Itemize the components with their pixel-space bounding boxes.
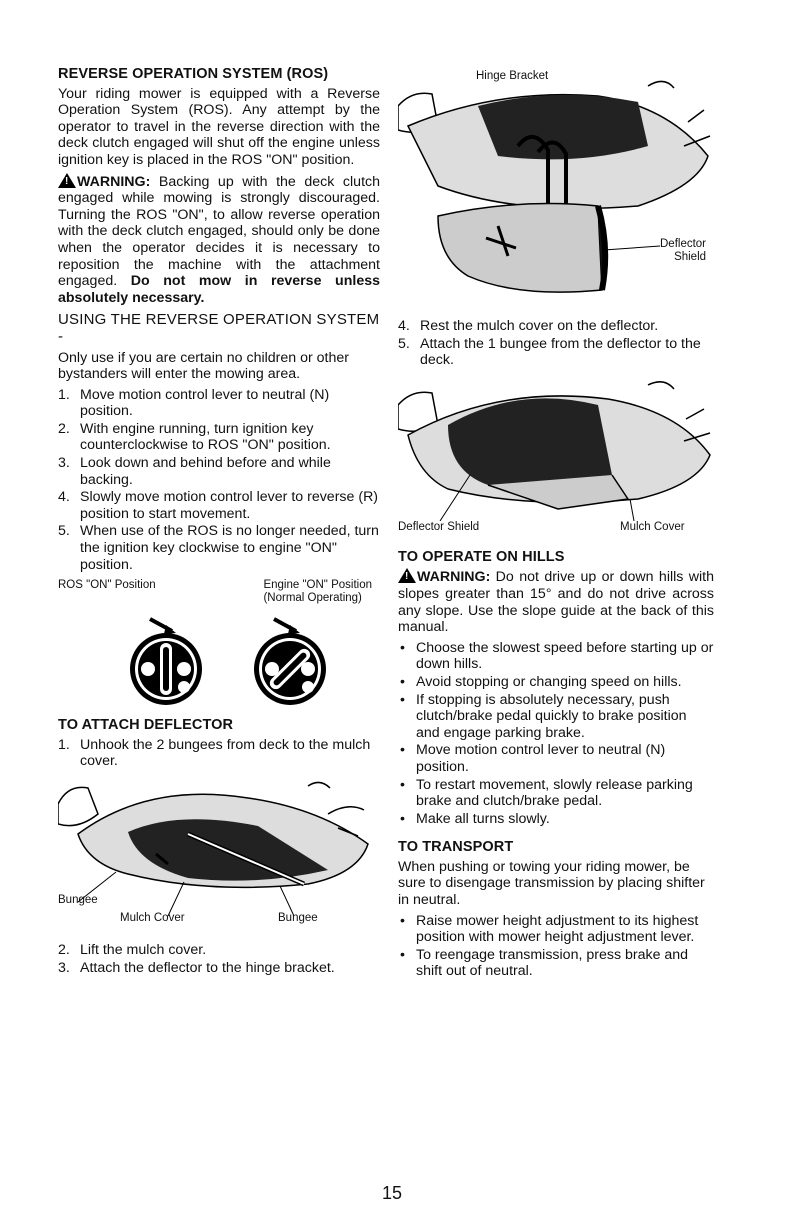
using-ros-intro: Only use if you are certain no children or other bystanders will enter the mowing area. [58,349,349,383]
list-item: • If stopping is absolutely necessary, push clutch/brake pedal quickly to brake position and engage parking brake. [400,691,687,741]
mulch-cover-label-2: Mulch Cover [620,520,685,533]
deflector-shield-label: Deflector Shield [660,238,707,263]
left-column [58,66,380,980]
right-column [398,66,714,981]
ros-steps [58,387,380,574]
ros-on-label: ROS "ON" Position [58,579,156,592]
list-item: 4. Rest the mulch cover on the deflector. [398,318,659,334]
bungee-left-label: Bungee [58,894,98,906]
list-item: 2. With engine running, turn ignition key counterclockwise to ROS "ON" position. [58,420,331,454]
page-number: 15 [382,1183,403,1203]
engine-on-key-icon [244,609,336,709]
hills-warning: !WARNING: Do not drive up or down hills with slopes greater than 15° and do not drive across any slope. Use the slope guide at the back of this manual. [398,568,714,635]
list-item: 3. Look down and behind before and while backing. [58,455,331,488]
warning-triangle-icon [58,173,76,188]
ignition-knobs [76,609,380,709]
list-item: 2. Lift the mulch cover. [58,942,207,958]
transport-intro: When pushing or towing your riding mower, be sure to disengage transmission by placing shifter in neutral. [398,858,705,909]
list-item: 5. When use of the ROS is no longer needed, turn the ignition key clockwise to engine "ON" position. [58,523,379,573]
deflector-mulch-illustration [398,375,714,521]
bungee-right-label: Bungee [278,912,318,924]
engine-on-label: Engine "ON" Position (Normal Operating) [263,579,372,605]
list-item: • To reengage transmission, press brake and shift out of neutral. [400,946,689,980]
transport-heading: TO TRANSPORT [398,839,514,856]
mulch-cover-label: Mulch Cover [120,912,185,924]
warning-triangle-icon [398,568,416,583]
list-item: • Choose the slowest speed before starting up or down hills. [400,639,714,673]
deflector-shield-label-2: Deflector Shield [398,520,480,533]
ignition-labels [58,579,380,605]
list-item: 5. Attach the 1 bungee from the deflector to the deck. [398,335,701,369]
list-item: • Move motion control lever to neutral (N) position. [400,742,666,775]
hinge-bracket-label: Hinge Bracket [476,70,549,82]
transport-bullets [398,913,714,980]
hinge-figure [398,66,714,316]
list-item: 1. Unhook the 2 bungees from deck to the mulch cover. [58,736,371,770]
list-item: 3. Attach the deflector to the hinge bracket. [58,959,335,976]
warning-label: WARNING: [77,173,151,190]
hills-bullets [398,640,714,828]
ros-warning [58,173,380,307]
hills-heading: TO OPERATE ON HILLS [398,548,565,565]
ros-intro: Your riding mower is equipped with a Reverse Operation System (ROS). Any attempt by the operator to travel in the reverse direction with the deck clutch engaged will shut off the engine unless ignition key is placed in the ROS "ON" position. [58,85,380,168]
attach-heading: TO ATTACH DEFLECTOR [58,717,234,734]
warning-text: Backing up with the deck clutch engaged while mowing is strongly discouraged. Turning the ROS "ON", to allow reverse operation with the deck clutch engaged, should only be done when the operator decides it is necessary to reposition the machine with the attachment engaged. [58,173,380,290]
list-item: • To restart movement, slowly release parking brake and clutch/brake pedal. [400,776,693,810]
ros-on-key-icon [120,609,212,709]
bungee-figure [58,774,380,924]
deflector-figure [398,375,714,535]
ros-heading: REVERSE OPERATION SYSTEM (ROS) [58,66,329,82]
using-ros-heading: USING THE REVERSE OPERATION SYSTEM - [58,311,380,345]
deck-mulch-cover-illustration [58,774,376,924]
list-item: • Avoid stopping or changing speed on hills. [400,673,682,690]
warning-bold: Do not mow in reverse unless absolutely necessary. [58,273,380,306]
list-item: 1. Move motion control lever to neutral (N) position. [58,386,330,420]
list-item: • Raise mower height adjustment to its highest position with mower height adjustment lever. [400,912,699,946]
list-item: • Make all turns slowly. [400,810,550,827]
list-item: 4. Slowly move motion control lever to reverse (R) position to start movement. [58,489,379,522]
hinge-deflector-illustration [398,66,714,316]
